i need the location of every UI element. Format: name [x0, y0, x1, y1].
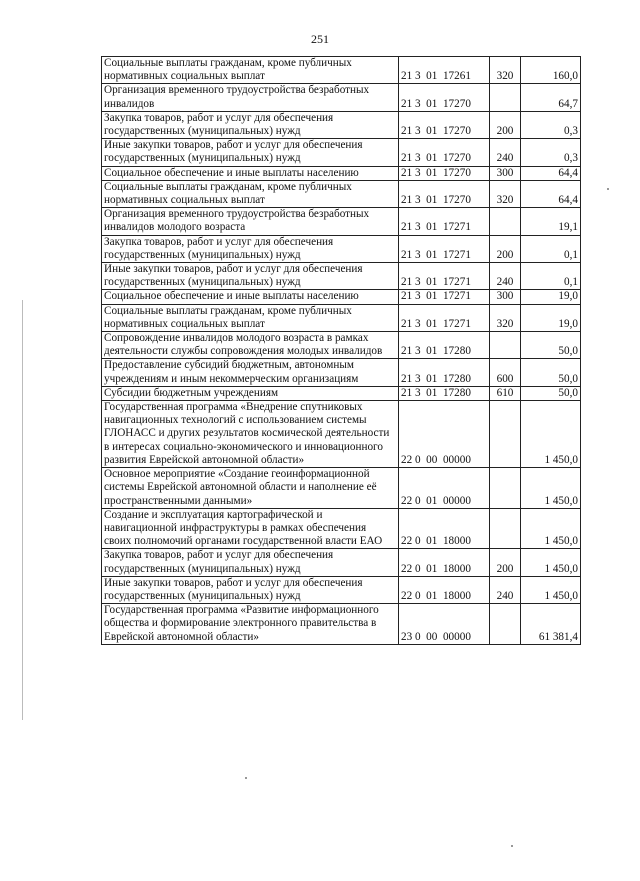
row-name: Государственная программа «Внедрение спутниковых навигационных технологий с использованием системы ГЛОНАСС и других результатов космической деятельности в интересах социально-экономического и инновационного развития Еврейской автономной области» — [102, 401, 399, 468]
row-code: 21 3 01 17271 — [399, 263, 490, 290]
table-row — [102, 508, 581, 549]
table-row — [102, 139, 581, 166]
row-amount: 64,4 — [521, 180, 581, 207]
row-expense-type — [490, 401, 521, 468]
table-row — [102, 604, 581, 645]
scan-margin-line — [22, 300, 23, 720]
row-amount: 64,7 — [521, 84, 581, 111]
table-row — [102, 332, 581, 359]
row-code: 21 3 01 17280 — [399, 332, 490, 359]
table-row — [102, 208, 581, 235]
row-expense-type: 300 — [490, 290, 521, 304]
row-name: Субсидии бюджетным учреждениям — [102, 386, 399, 400]
row-code: 21 3 01 17270 — [399, 84, 490, 111]
row-name: Социальные выплаты гражданам, кроме публичных нормативных социальных выплат — [102, 57, 399, 84]
row-name: Создание и эксплуатация картографической и навигационной инфраструктуры в рамках обеспечения своих полномочий органами государственной власти ЕАО — [102, 508, 399, 549]
row-name: Организация временного трудоустройства безработных инвалидов молодого возраста — [102, 208, 399, 235]
row-amount: 160,0 — [521, 57, 581, 84]
row-expense-type — [490, 208, 521, 235]
row-expense-type: 320 — [490, 57, 521, 84]
row-amount: 1 450,0 — [521, 549, 581, 576]
row-expense-type — [490, 84, 521, 111]
row-amount: 0,1 — [521, 235, 581, 262]
page-number: 251 — [311, 32, 329, 46]
row-name: Сопровождение инвалидов молодого возраста в рамках деятельности службы сопровождения молодых инвалидов — [102, 332, 399, 359]
table-row — [102, 263, 581, 290]
row-code: 21 3 01 17271 — [399, 290, 490, 304]
row-amount: 61 381,4 — [521, 604, 581, 645]
row-name: Иные закупки товаров, работ и услуг для обеспечения государственных (муниципальных) нужд — [102, 263, 399, 290]
row-code: 22 0 01 18000 — [399, 576, 490, 603]
row-amount: 19,0 — [521, 290, 581, 304]
row-amount: 1 450,0 — [521, 508, 581, 549]
table-row — [102, 290, 581, 304]
row-amount: 1 450,0 — [521, 401, 581, 468]
row-amount: 50,0 — [521, 386, 581, 400]
row-expense-type: 240 — [490, 263, 521, 290]
table-row — [102, 304, 581, 331]
table-row — [102, 235, 581, 262]
row-code: 21 3 01 17280 — [399, 386, 490, 400]
row-code: 21 3 01 17280 — [399, 359, 490, 386]
row-code: 21 3 01 17271 — [399, 235, 490, 262]
row-code: 22 0 01 00000 — [399, 468, 490, 509]
row-name: Предоставление субсидий бюджетным, автономным учреждениям и иным некоммерческим организациям — [102, 359, 399, 386]
row-expense-type — [490, 508, 521, 549]
row-expense-type: 600 — [490, 359, 521, 386]
row-expense-type: 320 — [490, 180, 521, 207]
row-code: 21 3 01 17261 — [399, 57, 490, 84]
scan-speck — [511, 845, 513, 847]
budget-table — [101, 56, 581, 645]
row-expense-type: 200 — [490, 235, 521, 262]
row-name: Социальные выплаты гражданам, кроме публичных нормативных социальных выплат — [102, 304, 399, 331]
row-name: Иные закупки товаров, работ и услуг для обеспечения государственных (муниципальных) нужд — [102, 139, 399, 166]
row-name: Закупка товаров, работ и услуг для обеспечения государственных (муниципальных) нужд — [102, 111, 399, 138]
row-code: 22 0 01 18000 — [399, 549, 490, 576]
row-expense-type — [490, 468, 521, 509]
row-amount: 0,3 — [521, 139, 581, 166]
row-code: 22 0 00 00000 — [399, 401, 490, 468]
row-amount: 50,0 — [521, 332, 581, 359]
table-row — [102, 84, 581, 111]
row-name: Социальные выплаты гражданам, кроме публичных нормативных социальных выплат — [102, 180, 399, 207]
row-expense-type — [490, 604, 521, 645]
row-amount: 1 450,0 — [521, 576, 581, 603]
row-code: 21 3 01 17271 — [399, 208, 490, 235]
row-code: 21 3 01 17270 — [399, 166, 490, 180]
row-expense-type: 320 — [490, 304, 521, 331]
row-code: 21 3 01 17270 — [399, 111, 490, 138]
row-name: Основное мероприятие «Создание геоинформационной системы Еврейской автономной области и наполнение её пространственными данными» — [102, 468, 399, 509]
row-code: 22 0 01 18000 — [399, 508, 490, 549]
row-code: 21 3 01 17271 — [399, 304, 490, 331]
row-name: Государственная программа «Развитие информационного общества и формирование электронного правительства в Еврейской автономной области» — [102, 604, 399, 645]
row-expense-type: 300 — [490, 166, 521, 180]
table-row — [102, 359, 581, 386]
row-code: 23 0 00 00000 — [399, 604, 490, 645]
row-amount: 50,0 — [521, 359, 581, 386]
table-row — [102, 386, 581, 400]
row-expense-type: 200 — [490, 549, 521, 576]
table-row — [102, 57, 581, 84]
table-row — [102, 549, 581, 576]
row-expense-type: 200 — [490, 111, 521, 138]
row-amount: 0,1 — [521, 263, 581, 290]
row-amount: 1 450,0 — [521, 468, 581, 509]
table-row — [102, 468, 581, 509]
row-name: Социальное обеспечение и иные выплаты населению — [102, 290, 399, 304]
row-expense-type — [490, 332, 521, 359]
table-row — [102, 576, 581, 603]
table-row — [102, 111, 581, 138]
budget-table-body — [102, 57, 581, 645]
scan-speck — [245, 777, 247, 779]
row-amount: 0,3 — [521, 111, 581, 138]
table-row — [102, 166, 581, 180]
row-expense-type: 610 — [490, 386, 521, 400]
row-expense-type: 240 — [490, 576, 521, 603]
row-name: Закупка товаров, работ и услуг для обеспечения государственных (муниципальных) нужд — [102, 235, 399, 262]
row-code: 21 3 01 17270 — [399, 180, 490, 207]
row-amount: 64,4 — [521, 166, 581, 180]
row-expense-type: 240 — [490, 139, 521, 166]
table-row — [102, 180, 581, 207]
table-row — [102, 401, 581, 468]
row-amount: 19,0 — [521, 304, 581, 331]
scan-speck — [607, 188, 609, 190]
row-name: Социальное обеспечение и иные выплаты населению — [102, 166, 399, 180]
row-amount: 19,1 — [521, 208, 581, 235]
row-name: Закупка товаров, работ и услуг для обеспечения государственных (муниципальных) нужд — [102, 549, 399, 576]
row-name: Организация временного трудоустройства безработных инвалидов — [102, 84, 399, 111]
row-name: Иные закупки товаров, работ и услуг для обеспечения государственных (муниципальных) нужд — [102, 576, 399, 603]
row-code: 21 3 01 17270 — [399, 139, 490, 166]
